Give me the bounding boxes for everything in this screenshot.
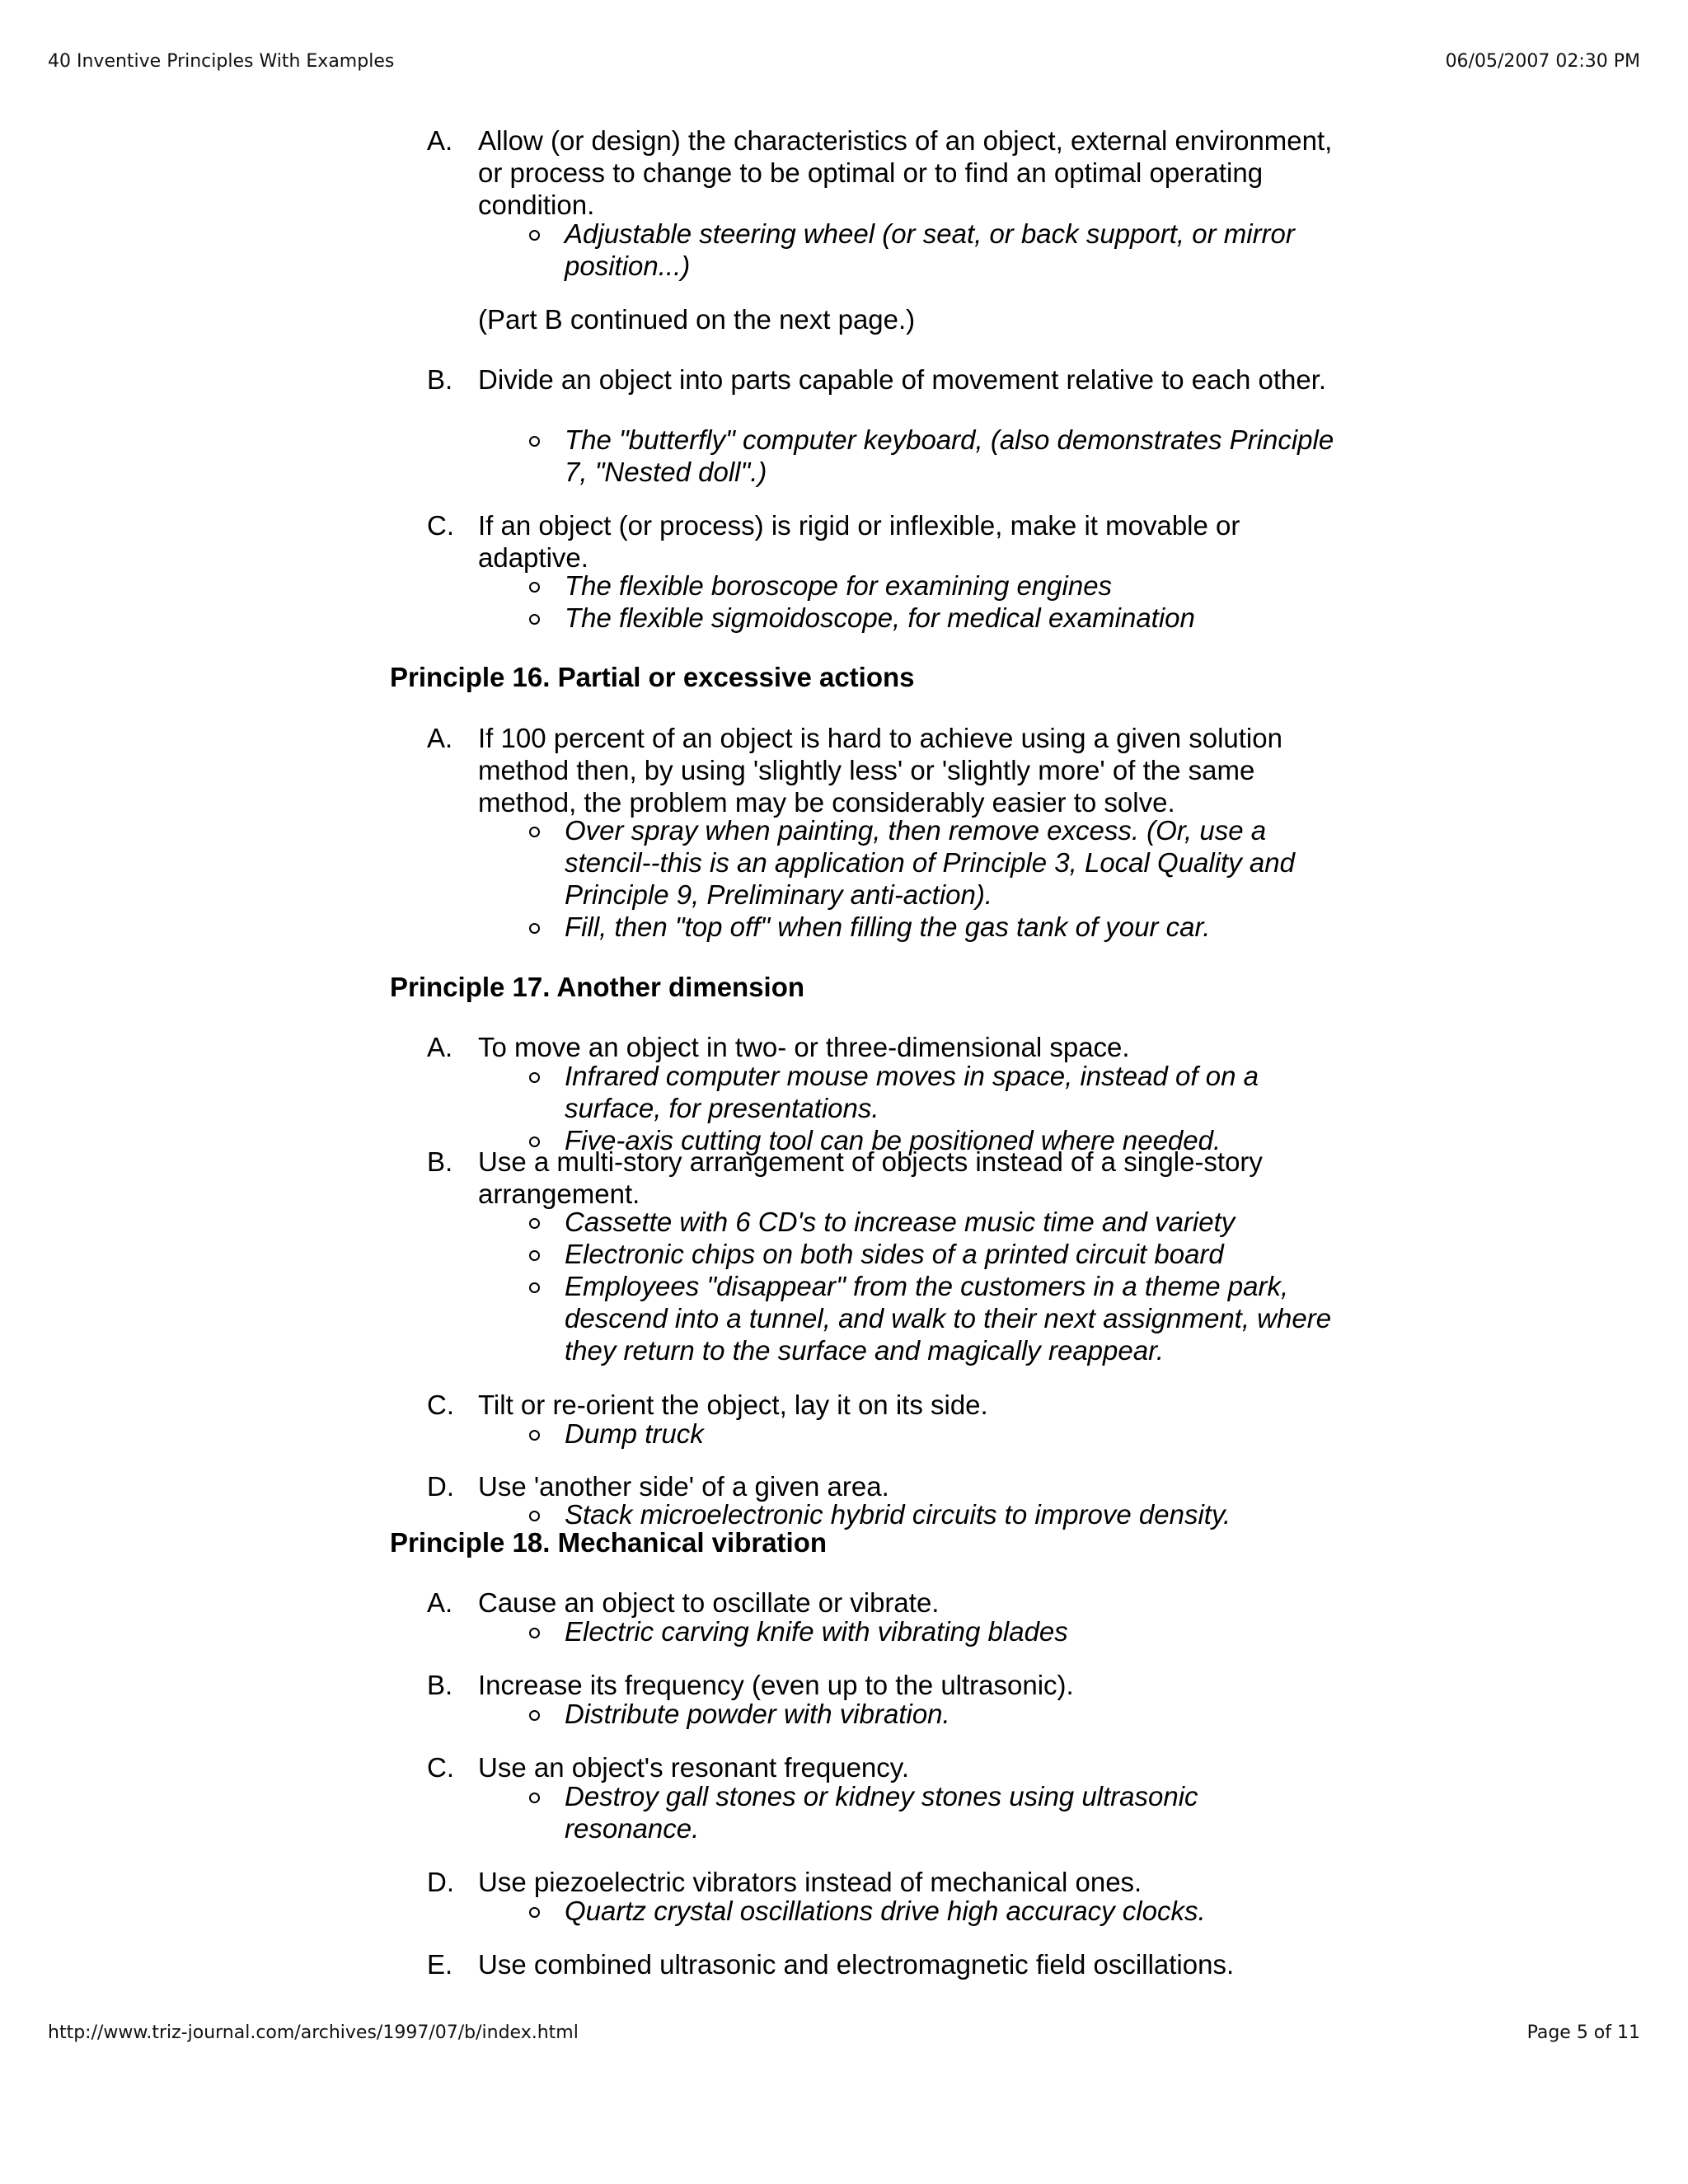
example-text: Stack microelectronic hybrid circuits to improve density. — [565, 1499, 1231, 1530]
item-letter: B. — [427, 364, 453, 395]
example-text: The "butterfly" computer keyboard, (also demonstrates Principle 7, "Nested doll".) — [565, 424, 1334, 487]
example-text: The flexible sigmoidoscope, for medical examination — [565, 602, 1195, 633]
bullet-icon — [529, 1710, 540, 1721]
item-letter: A. — [427, 1032, 453, 1062]
bullet-icon — [529, 1793, 540, 1803]
continued-note: (Part B continued on the next page.) — [478, 304, 916, 335]
bullet-icon — [529, 1250, 540, 1261]
item-letter: D. — [427, 1471, 454, 1502]
item-letter: A. — [427, 723, 453, 753]
page-number: Page 5 of 11 — [1526, 2022, 1640, 2043]
item-text: Divide an object into parts capable of movement relative to each other. — [478, 364, 1327, 395]
example-text: Destroy gall stones or kidney stones using ultrasonic resonance. — [565, 1781, 1198, 1844]
bullet-icon — [529, 1072, 540, 1083]
example-text: Quartz crystal oscillations drive high accuracy clocks. — [565, 1896, 1206, 1926]
example-text: Electric carving knife with vibrating blades — [565, 1616, 1068, 1647]
example-text: Fill, then "top off" when filling the gas tank of your car. — [565, 912, 1211, 942]
source-url: http://www.triz-journal.com/archives/1997/07/b/index.html — [48, 2022, 579, 2043]
item-text: If an object (or process) is rigid or inflexible, make it movable or adaptive. — [478, 510, 1240, 573]
item-letter: A. — [427, 1587, 453, 1618]
bullet-icon — [529, 436, 540, 447]
principle-heading: Principle 17. Another dimension — [390, 972, 805, 1002]
item-text: Tilt or re-orient the object, lay it on its side. — [478, 1390, 988, 1420]
item-letter: C. — [427, 1390, 454, 1420]
document-title: 40 Inventive Principles With Examples — [48, 51, 395, 72]
bullet-icon — [529, 827, 540, 837]
item-text: Use 'another side' of a given area. — [478, 1471, 889, 1502]
bullet-icon — [529, 1511, 540, 1521]
item-text: Use combined ultrasonic and electromagnetic field oscillations. — [478, 1949, 1235, 1980]
bullet-icon — [529, 230, 540, 241]
bullet-icon — [529, 614, 540, 625]
item-text: Use an object's resonant frequency. — [478, 1752, 909, 1783]
principle-heading: Principle 16. Partial or excessive actions — [390, 662, 915, 692]
item-text: To move an object in two- or three-dimensional space. — [478, 1032, 1130, 1062]
item-letter: B. — [427, 1146, 453, 1177]
example-text: Dump truck — [565, 1418, 704, 1449]
item-text: Allow (or design) the characteristics of an object, external environment, or process to change to be optimal or to find an optimal operating condition. — [478, 125, 1333, 220]
item-letter: D. — [427, 1867, 454, 1897]
bullet-icon — [529, 1282, 540, 1293]
item-letter: C. — [427, 510, 454, 541]
principle-heading: Principle 18. Mechanical vibration — [390, 1527, 828, 1558]
item-letter: C. — [427, 1752, 454, 1783]
item-text: Use a multi-story arrangement of objects instead of a single-story arrangement. — [478, 1146, 1263, 1209]
item-text: Cause an object to oscillate or vibrate. — [478, 1587, 940, 1618]
example-text: Over spray when painting, then remove excess. (Or, use a stencil--this is an application of Principle 3, Local Quality and Principle 9, Preliminary anti-action). — [565, 815, 1295, 910]
bullet-icon — [529, 1628, 540, 1638]
example-text: Electronic chips on both sides of a printed circuit board — [565, 1239, 1224, 1269]
item-text: If 100 percent of an object is hard to achieve using a given solution method then, by using 'slightly less' or 'slightly more' of the same method, the problem may be considerably easier to solve. — [478, 723, 1282, 818]
example-text: Employees "disappear" from the customers in a theme park, descend into a tunnel, and walk to their next assignment, where they return to the surface and magically reappear. — [565, 1271, 1332, 1366]
example-text: The flexible boroscope for examining engines — [565, 570, 1113, 601]
example-text: Five-axis cutting tool can be positioned where needed. — [565, 1125, 1221, 1155]
bullet-icon — [529, 1430, 540, 1441]
item-text: Use piezoelectric vibrators instead of mechanical ones. — [478, 1867, 1142, 1897]
print-datetime: 06/05/2007 02:30 PM — [1445, 51, 1640, 72]
bullet-icon — [529, 1218, 540, 1229]
item-letter: B. — [427, 1670, 453, 1700]
example-text: Distribute powder with vibration. — [565, 1699, 950, 1729]
bullet-icon — [529, 923, 540, 934]
example-text: Infrared computer mouse moves in space, instead of on a surface, for presentations. — [565, 1061, 1259, 1123]
bullet-icon — [529, 582, 540, 593]
item-text: Increase its frequency (even up to the ultrasonic). — [478, 1670, 1074, 1700]
bullet-icon — [529, 1907, 540, 1918]
example-text: Adjustable steering wheel (or seat, or back support, or mirror position...) — [565, 218, 1295, 281]
item-letter: A. — [427, 125, 453, 156]
item-letter: E. — [427, 1949, 453, 1980]
example-text: Cassette with 6 CD's to increase music time and variety — [565, 1207, 1236, 1237]
